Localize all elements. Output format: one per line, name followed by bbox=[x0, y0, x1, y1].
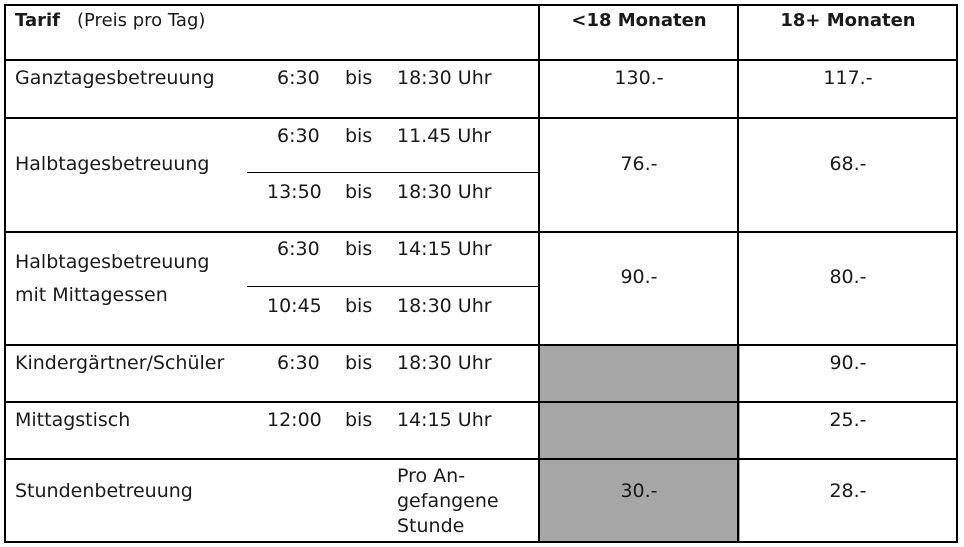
price-under18: 76.- bbox=[620, 153, 658, 175]
time-from: 6:30 bbox=[277, 238, 320, 260]
price-18plus: 117.- bbox=[823, 67, 873, 89]
time-separator bbox=[247, 172, 538, 173]
time-from: 6:30 bbox=[277, 352, 320, 374]
price-18plus: 25.- bbox=[829, 409, 867, 431]
shaded-cell-under18-mittagstisch bbox=[540, 402, 740, 459]
time-separator bbox=[247, 286, 538, 287]
time-to: 18:30 Uhr bbox=[397, 181, 492, 203]
row-name-halbtagesbetreuung-mittagessen-line2: mit Mittagessen bbox=[15, 284, 168, 306]
time-to: 14:15 Uhr bbox=[397, 238, 492, 260]
time-to: 18:30 Uhr bbox=[397, 295, 492, 317]
row-divider bbox=[4, 458, 958, 460]
time-from: 13:50 bbox=[267, 181, 322, 203]
time-bis: bis bbox=[345, 295, 373, 317]
header-tarif: Tarif bbox=[15, 10, 60, 31]
price-18plus: 68.- bbox=[829, 153, 867, 175]
row-name-halbtagesbetreuung-mittagessen-line1: Halbtagesbetreuung bbox=[15, 251, 210, 273]
header-under18: <18 Monaten bbox=[571, 10, 707, 31]
time-bis: bis bbox=[345, 67, 373, 89]
time-from: 6:30 bbox=[277, 67, 320, 89]
time-to: 18:30 Uhr bbox=[397, 352, 492, 374]
tarif-table bbox=[4, 4, 958, 543]
table-border-left bbox=[4, 4, 6, 543]
row-name-mittagstisch: Mittagstisch bbox=[15, 409, 131, 431]
time-to: 18:30 Uhr bbox=[397, 67, 492, 89]
time-from: 10:45 bbox=[267, 295, 322, 317]
time-from: 6:30 bbox=[277, 125, 320, 147]
header-18plus: 18+ Monaten bbox=[780, 10, 916, 31]
header-tarif-note: (Preis pro Tag) bbox=[77, 10, 206, 31]
row-divider bbox=[4, 59, 958, 61]
price-under18: 130.- bbox=[614, 67, 664, 89]
table-border-bottom bbox=[4, 541, 958, 543]
row-divider bbox=[4, 344, 958, 346]
time-from: 12:00 bbox=[267, 409, 322, 431]
table-border-top bbox=[4, 4, 958, 6]
shaded-cell-under18-kindergaertner bbox=[540, 346, 740, 402]
time-to: 14:15 Uhr bbox=[397, 409, 492, 431]
time-bis: bis bbox=[345, 352, 373, 374]
time-bis: bis bbox=[345, 181, 373, 203]
unit-line2: gefangene bbox=[397, 490, 499, 512]
row-name-ganztagesbetreuung: Ganztagesbetreuung bbox=[15, 67, 215, 89]
price-18plus: 80.- bbox=[829, 266, 867, 288]
row-divider bbox=[4, 117, 958, 119]
unit-line1: Pro An- bbox=[397, 465, 466, 487]
row-name-halbtagesbetreuung: Halbtagesbetreuung bbox=[15, 153, 210, 175]
price-under18: 30.- bbox=[620, 480, 658, 502]
time-to: 11.45 Uhr bbox=[397, 125, 492, 147]
row-divider bbox=[4, 231, 958, 233]
time-bis: bis bbox=[345, 125, 373, 147]
time-bis: bis bbox=[345, 238, 373, 260]
row-name-kindergaertner-schueler: Kindergärtner/Schüler bbox=[15, 352, 225, 374]
row-name-stundenbetreuung: Stundenbetreuung bbox=[15, 480, 193, 502]
row-divider bbox=[4, 401, 958, 403]
price-under18: 90.- bbox=[620, 266, 658, 288]
price-18plus: 28.- bbox=[829, 480, 867, 502]
price-18plus: 90.- bbox=[829, 352, 867, 374]
unit-line3: Stunde bbox=[397, 515, 465, 537]
time-bis: bis bbox=[345, 409, 373, 431]
